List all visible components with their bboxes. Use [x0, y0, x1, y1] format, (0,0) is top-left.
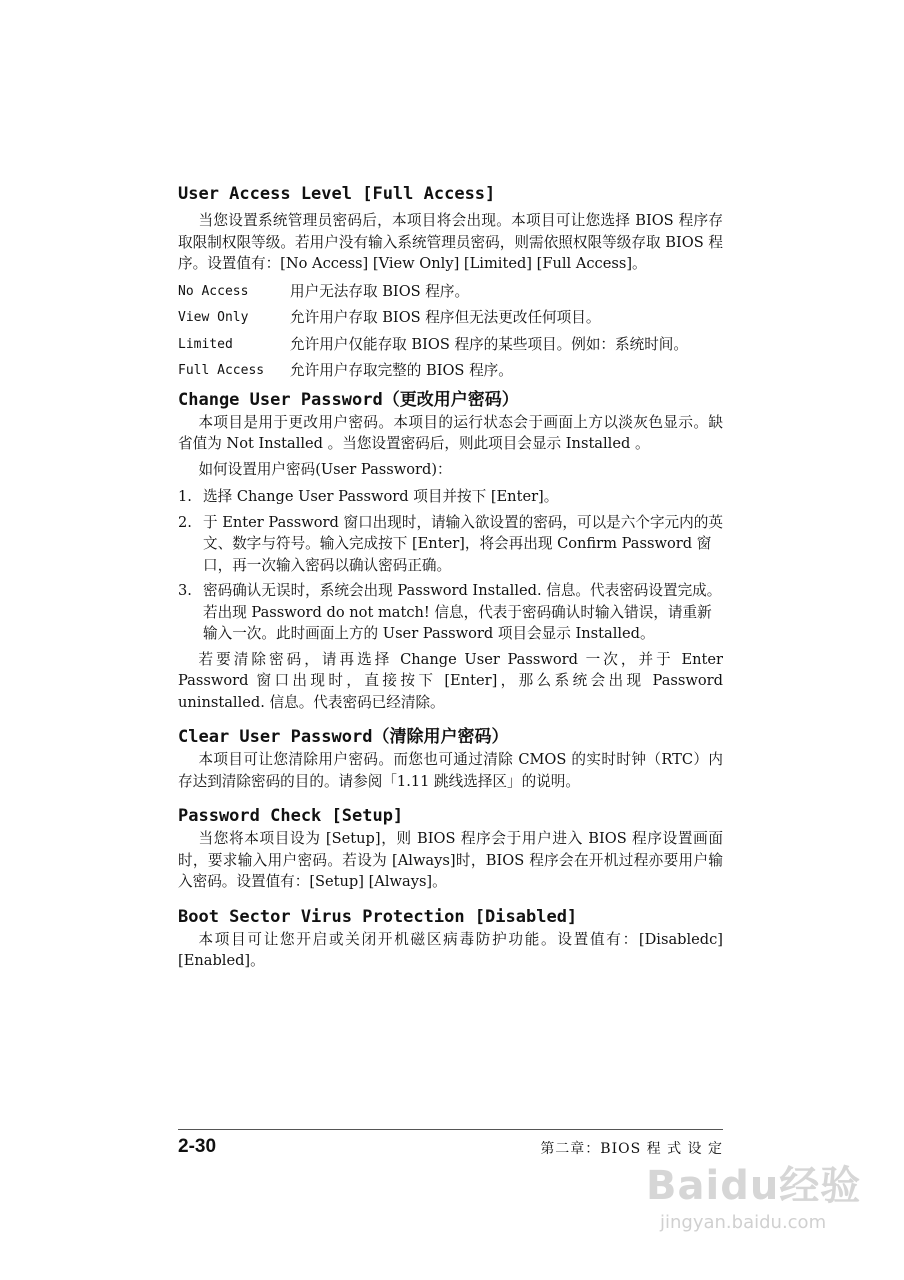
- section-title-user-access: User Access Level [Full Access]: [178, 184, 496, 204]
- how-to-heading: 如何设置用户密码(User Password)：: [198, 460, 452, 478]
- option-term: View Only: [178, 310, 249, 325]
- section-text-change-password: 本项目是用于更改用户密码。本项目的运行状态会于画面上方以淡灰色显示。缺省值为 Not Installed 。当您设置密码后，则此项目会显示 Installed 。: [178, 413, 723, 452]
- access-options-list: [178, 281, 723, 382]
- clear-password-note: 若要清除密码，请再选择 Change User Password 一次，并于 Enter Password 窗口出现时，直接按下 [Enter]，那么系统会出现 Password uninstalled. 信息。代表密码已经清除。: [178, 650, 723, 711]
- baidu-logo: Baidu经验: [646, 1163, 862, 1209]
- section-title-clear-password: Clear User Password（清除用户密码）: [178, 727, 509, 747]
- section-text-boot-sector: 本项目可让您开启或关闭开机磁区病毒防护功能。设置值有：[Disabledc] [Enabled]。: [178, 930, 723, 969]
- password-steps-list: [178, 486, 723, 645]
- option-desc: 允许用户仅能存取 BIOS 程序的某些项目。例如：系统时间。: [290, 335, 688, 353]
- section-text-clear-password: 本项目可让您清除用户密码。而您也可通过清除 CMOS 的实时时钟（RTC）内存达到清除密码的目的。请参阅「1.11 跳线选择区」的说明。: [178, 751, 723, 790]
- step-text: 于 Enter Password 窗口出现时，请输入欲设置的密码，可以是六个字元内的英文、数字与符号。输入完成按下 [Enter]，将会再出现 Confirm Password 窗口，再一次输入密码以确认密码正确。: [203, 513, 723, 574]
- option-row: [178, 307, 723, 329]
- footer-divider: [178, 1129, 723, 1130]
- option-desc: 允许用户存取 BIOS 程序但无法更改任何项目。: [290, 309, 601, 326]
- page-number: 2-30: [178, 1136, 217, 1157]
- option-desc: 用户无法存取 BIOS 程序。: [290, 282, 470, 300]
- section-title-boot-sector: Boot Sector Virus Protection [Disabled]: [178, 906, 578, 927]
- section-title-change-password: Change User Password（更改用户密码）: [178, 389, 519, 410]
- section-text-user-access: 当您设置系统管理员密码后，本项目将会出现。本项目可让您选择 BIOS 程序存取限制权限等级。若用户没有输入系统管理员密码，则需依照权限等级存取 BIOS 程序。设置值有：[No Access] [View Only] [Limited] [Full Access]。: [178, 212, 723, 272]
- watermark-url: jingyan.baidu.com: [660, 1212, 827, 1233]
- step-number: 2.: [178, 513, 192, 531]
- option-row: [178, 281, 723, 303]
- section-title-password-check: Password Check [Setup]: [178, 806, 404, 826]
- watermark: [640, 1150, 880, 1260]
- option-term: No Access: [178, 283, 249, 299]
- step-text: 密码确认无误时，系统会出现 Password Installed. 信息。代表密码设置完成。若出现 Password do not match! 信息，代表于密码确认时输入错误，请重新输入一次。此时画面上方的 User Password 项目会显示 Installed。: [203, 582, 722, 642]
- option-row: [178, 360, 723, 382]
- step-text: 选择 Change User Password 项目并按下 [Enter]。: [203, 488, 559, 505]
- option-term: Full Access: [178, 363, 265, 378]
- list-item: [178, 512, 723, 577]
- option-desc: 允许用户存取完整的 BIOS 程序。: [290, 362, 513, 379]
- section-text-password-check: 当您将本项目设为 [Setup]，则 BIOS 程序会于用户进入 BIOS 程序设置画面时，要求输入用户密码。若设为 [Always]时，BIOS 程序会在开机过程亦要用户输入密码。设置值有：[Setup] [Always]。: [178, 830, 723, 890]
- option-term: Limited: [178, 336, 233, 352]
- list-item: [178, 580, 723, 645]
- list-item: [178, 486, 723, 508]
- document-body: [178, 182, 723, 972]
- option-row: [178, 334, 723, 356]
- step-number: 3.: [178, 582, 192, 599]
- chapter-label: 第二章：BIOS 程 式 设 定: [540, 1141, 723, 1157]
- step-number: 1.: [178, 488, 192, 505]
